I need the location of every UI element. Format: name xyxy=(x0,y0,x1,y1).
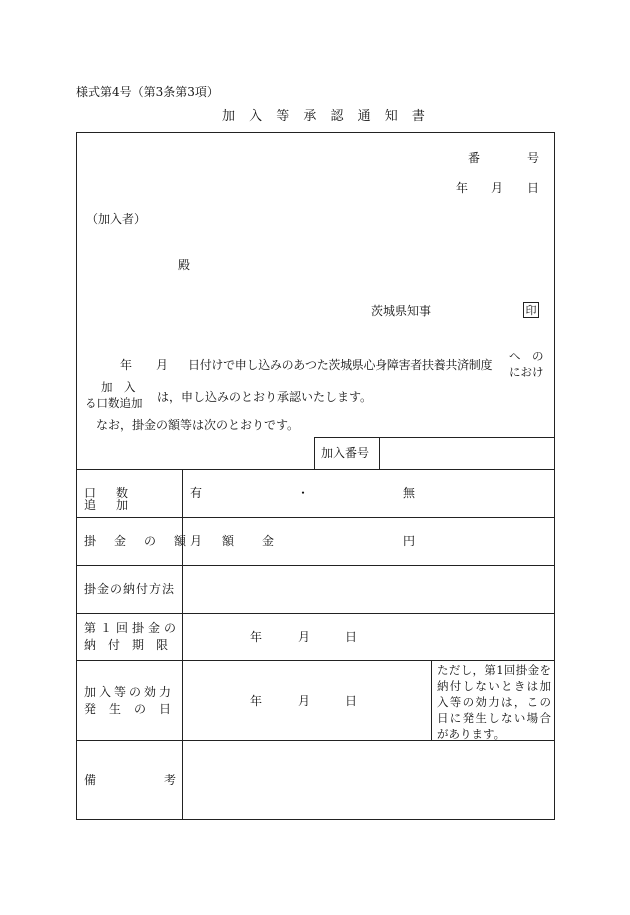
body-line-1: 日付けで申し込みのあつた茨城県心身障害者扶養共済制度 xyxy=(188,358,493,372)
body-choice-top-2: におけ xyxy=(509,365,544,379)
date-year-label: 年 xyxy=(456,181,469,195)
deadline-day: 日 xyxy=(345,630,358,644)
amount-monthly: 月 額 xyxy=(190,534,239,548)
body-line-2: は，申し込みのとおり承認いたします。 xyxy=(157,390,373,404)
row-border-3 xyxy=(76,613,555,614)
remarks-char-2: 考 xyxy=(163,773,176,787)
effective-note: ただし，第1回掛金を納付しないときは加入等の効力は，この日に発生しない場合があります。 xyxy=(437,663,551,741)
label-column-divider xyxy=(182,469,183,820)
body-date-month: 月 xyxy=(156,358,169,372)
number-label-ban: 番 xyxy=(468,151,481,165)
units-dot: ・ xyxy=(297,486,310,500)
units-label: 口数追加 xyxy=(84,486,149,512)
deadline-label-1: 第１回掛金の xyxy=(84,621,181,635)
honorific: 殿 xyxy=(178,258,191,272)
deadline-year: 年 xyxy=(250,630,263,644)
body-choice-top-1: へ の xyxy=(509,349,544,363)
member-number-divider xyxy=(379,437,380,469)
units-yes: 有 xyxy=(190,486,203,500)
number-label-go: 号 xyxy=(527,151,540,165)
form-id: 様式第4号（第3条第3項） xyxy=(76,85,219,99)
member-number-left-border xyxy=(314,437,315,469)
effective-day: 日 xyxy=(345,694,358,708)
amount-label: 掛金の額 xyxy=(84,534,205,548)
amount-yen: 円 xyxy=(403,534,416,548)
deadline-month: 月 xyxy=(298,630,311,644)
deadline-label-2: 納付期限 xyxy=(84,638,181,652)
row-border-2 xyxy=(76,565,555,566)
effective-label-2: 発生の日 xyxy=(84,702,185,716)
units-no: 無 xyxy=(403,486,416,500)
note-column-divider xyxy=(431,660,432,740)
issuer-name: 茨城県知事 xyxy=(371,304,432,318)
member-number-label: 加入番号 xyxy=(321,446,370,460)
body-date-year: 年 xyxy=(120,358,133,372)
remarks-char-1: 備 xyxy=(84,773,97,787)
body-choice-bottom-1: 加 入 xyxy=(101,380,136,394)
document-title: 加 入 等 承 認 通 知 書 xyxy=(222,109,430,124)
seal-mark: 印 xyxy=(523,302,539,318)
effective-year: 年 xyxy=(250,694,263,708)
row-border-1 xyxy=(76,517,555,518)
amount-kin: 金 xyxy=(262,534,275,548)
recipient-label: （加入者） xyxy=(86,212,147,226)
table-top-border xyxy=(76,469,555,470)
effective-label-1: 加入等の効力 xyxy=(84,685,175,699)
member-number-top-border xyxy=(314,437,555,438)
row-border-4 xyxy=(76,660,555,661)
effective-month: 月 xyxy=(298,694,311,708)
payment-method-label: 掛金の納付方法 xyxy=(84,582,176,596)
body-line-3: なお，掛金の額等は次のとおりです。 xyxy=(96,418,300,432)
date-month-label: 月 xyxy=(491,181,504,195)
remarks-label xyxy=(84,774,176,786)
date-day-label: 日 xyxy=(527,181,540,195)
body-choice-bottom-2: る口数追加 xyxy=(85,396,143,410)
